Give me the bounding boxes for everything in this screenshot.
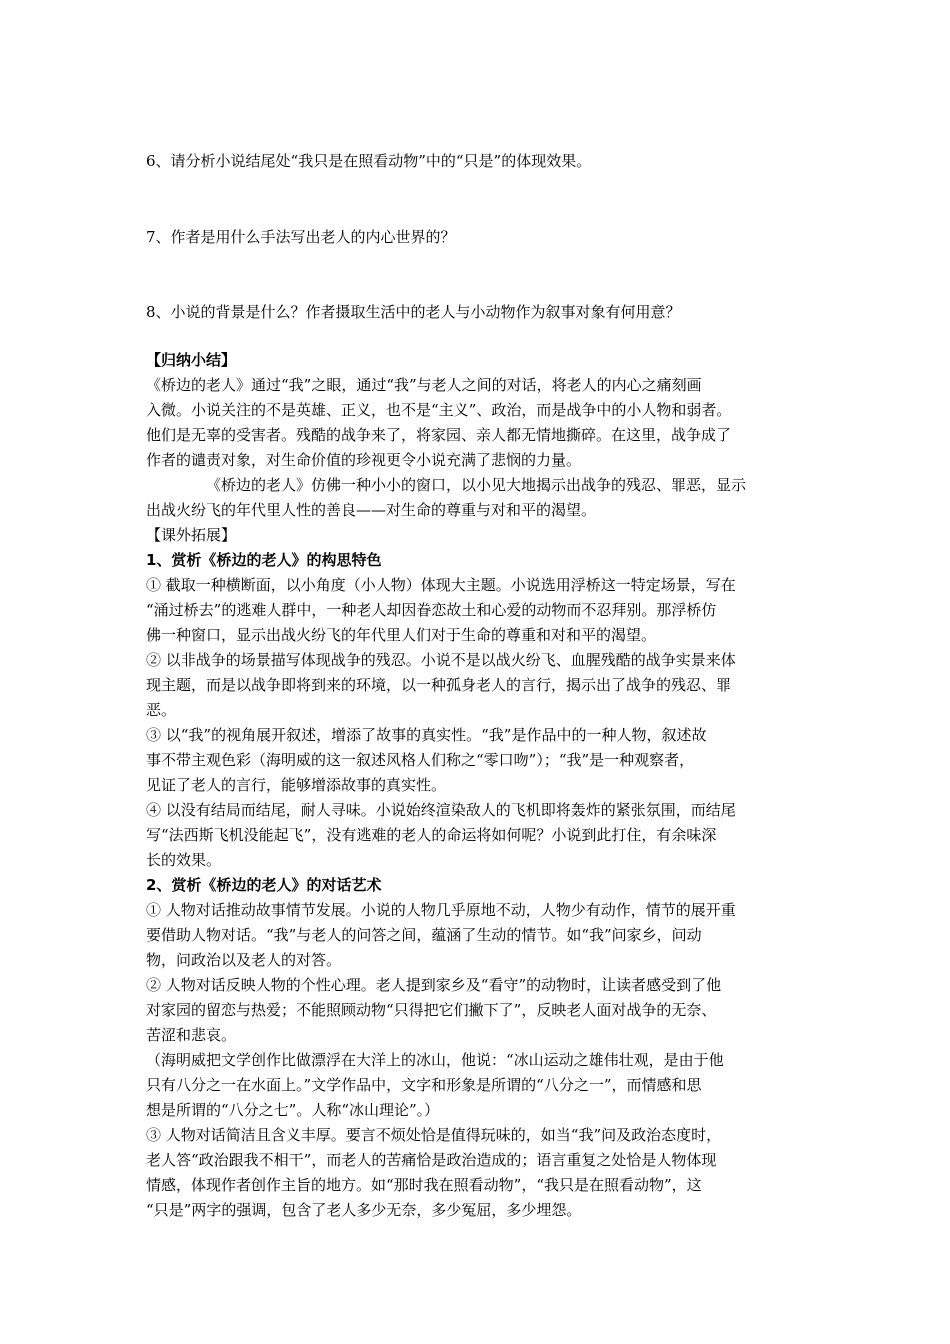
summary-heading: 【归纳小结】 (146, 351, 237, 369)
section2-line: （海明威把文学创作比做漂浮在大洋上的冰山，他说：“冰山运动之雄伟壮观，是由于他 (146, 1051, 724, 1069)
question-8: 8、小说的背景是什么？作者摄取生活中的老人与小动物作为叙事对象有何用意？ (146, 303, 681, 321)
section2-line: ③ 人物对话简洁且含义丰厚。要言不烦处恰是值得玩味的，如当“我”问及政治态度时， (146, 1126, 722, 1144)
question-6: 6、请分析小说结尾处“我只是在照看动物”中的“只是”的体现效果。 (146, 152, 592, 170)
summary-para1-line: 作者的谴责对象，对生命价值的珍视更令小说充满了悲悯的力量。 (146, 451, 582, 469)
section2-line: ① 人物对话推动故事情节发展。小说的人物几乎原地不动，人物少有动作，情节的展开重 (146, 901, 736, 919)
section2-line: 想是所谓的“八分之七”。人称“冰山理论”。） (146, 1101, 440, 1119)
section1-line: 长的效果。 (146, 851, 222, 869)
section2-title: 2、赏析《桥边的老人》的对话艺术 (146, 876, 382, 894)
extension-heading: 【课外拓展】 (146, 526, 237, 544)
section1-line: 事不带主观色彩（海明威的这一叙述风格人们称之“零口吻”）；“我”是一种观察者， (146, 751, 695, 769)
section2-line: 情感，体现作者创作主旨的地方。如“那时我在照看动物”，“我只是在照看动物”，这 (146, 1176, 702, 1194)
section1-line: 写“法西斯飞机没能起飞”，没有逃难的老人的命运将如何呢？小说到此打住，有余味深 (146, 826, 717, 844)
section1-line: 见证了老人的言行，能够增添故事的真实性。 (146, 776, 447, 794)
summary-para1-line: 他们是无辜的受害者。残酷的战争来了，将家园、亲人都无情地撕碎。在这里，战争成了 (146, 426, 732, 444)
section2-line: 老人答“政治跟我不相干”，而老人的苦痛恰是政治造成的；语言重复之处恰是人物体现 (146, 1151, 717, 1169)
section2-line: 只有八分之一在水面上。”文学作品中，文字和形象是所谓的“八分之一”，而情感和思 (146, 1076, 702, 1094)
summary-para2-line: 《桥边的老人》仿佛一种小小的窗口，以小见大地揭示出战争的残忍、罪恶，显示 (206, 476, 747, 494)
section1-line: 现主题，而是以战争即将到来的环境，以一种孤身老人的言行，揭示出了战争的残忍、罪 (146, 676, 732, 694)
question-7: 7、作者是用什么手法写出老人的内心世界的？ (146, 228, 456, 246)
section1-line: “涌过桥去”的逃难人群中，一种老人却因眷恋故土和心爱的动物而不忍拜别。那浮桥仿 (146, 601, 717, 619)
summary-para1-line: 《桥边的老人》通过“我”之眼，通过“我”与老人之间的对话，将老人的内心之痛刻画 (146, 376, 702, 394)
section2-line: “只是”两字的强调，包含了老人多少无奈，多少冤屈，多少埋怨。 (146, 1201, 582, 1219)
section1-title: 1、赏析《桥边的老人》的构思特色 (146, 551, 382, 569)
section1-line: 恶。 (146, 701, 177, 719)
section2-line: 对家园的留恋与热爱；不能照顾动物“只得把它们撇下了”，反映老人面对战争的无奈、 (146, 1001, 717, 1019)
section2-line: 苦涩和悲哀。 (146, 1026, 237, 1044)
section2-line: 要借助人物对话。“我”与老人的问答之间，蕴涵了生动的情节。如“我”问家乡，问动 (146, 926, 702, 944)
section2-line: 物，问政治以及老人的对答。 (146, 951, 342, 969)
section1-line: ② 以非战争的场景描写体现战争的残忍。小说不是以战火纷飞、血腥残酷的战争实景来体 (146, 651, 736, 669)
section1-line: 佛一种窗口，显示出战火纷飞的年代里人们对于生命的尊重和对和平的渴望。 (146, 626, 657, 644)
summary-para1-line: 入微。小说关注的不是英雄、正义，也不是“主义”、政治，而是战争中的小人物和弱者。 (146, 401, 732, 419)
section1-line: ④ 以没有结局而结尾，耐人寻味。小说始终渲染敌人的飞机即将轰炸的紧张氛围，而结尾 (146, 801, 736, 819)
section2-line: ② 人物对话反映人物的个性心理。老人提到家乡及“看守”的动物时，让读者感受到了他 (146, 976, 722, 994)
section1-line: ③ 以“我”的视角展开叙述，增添了故事的真实性。“我”是作品中的一种人物，叙述故 (146, 726, 707, 744)
section1-line: ① 截取一种横断面，以小角度（小人物）体现大主题。小说选用浮桥这一特定场景，写在 (146, 576, 736, 594)
summary-para2-line: 出战火纷飞的年代里人性的善良——对生命的尊重与对和平的渴望。 (146, 501, 597, 519)
